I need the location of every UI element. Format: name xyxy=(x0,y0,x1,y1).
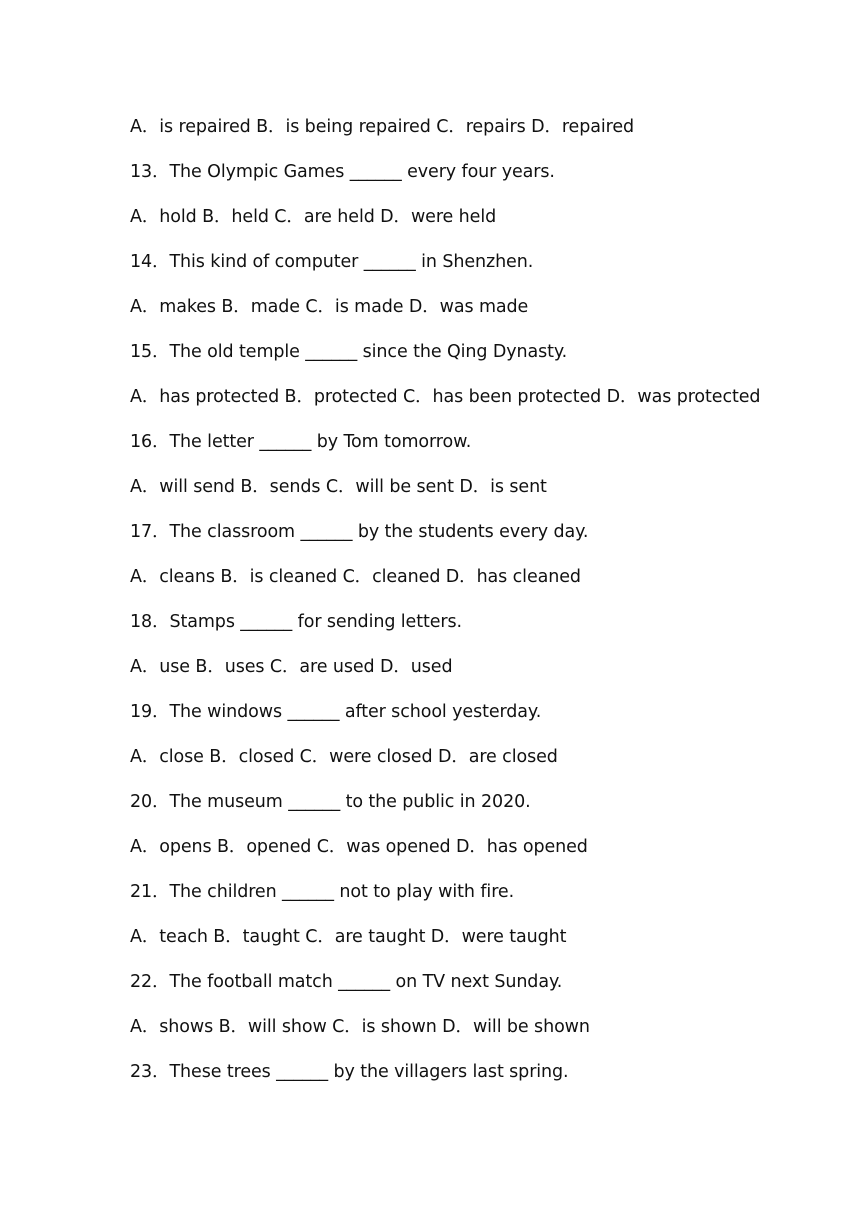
answer-options-14: A．makes B．made C．is made D．was made xyxy=(130,297,529,317)
question-21: 21．The children ______ not to play with fire. xyxy=(130,882,515,902)
answer-options-20: A．opens B．opened C．was opened D．has opened xyxy=(130,837,588,857)
question-19: 19．The windows ______ after school yesterday. xyxy=(130,702,542,722)
answer-options-15: A．has protected B．protected C．has been protected D．was protected xyxy=(130,387,761,407)
question-20: 20．The museum ______ to the public in 2020. xyxy=(130,792,531,812)
question-17: 17．The classroom ______ by the students every day. xyxy=(130,522,589,542)
question-23: 23．These trees ______ by the villagers last spring. xyxy=(130,1062,569,1082)
answer-options-22: A．shows B．will show C．is shown D．will be shown xyxy=(130,1017,590,1037)
question-16: 16．The letter ______ by Tom tomorrow. xyxy=(130,432,472,452)
question-18: 18．Stamps ______ for sending letters. xyxy=(130,612,462,632)
question-13: 13．The Olympic Games ______ every four years. xyxy=(130,162,555,182)
answer-options-19: A．close B．closed C．were closed D．are closed xyxy=(130,747,558,767)
question-list xyxy=(130,113,830,1103)
question-22: 22．The football match ______ on TV next Sunday. xyxy=(130,972,563,992)
answer-options-12: A．is repaired B．is being repaired C．repairs D．repaired xyxy=(130,117,634,137)
answer-options-17: A．cleans B．is cleaned C．cleaned D．has cleaned xyxy=(130,567,581,587)
question-14: 14．This kind of computer ______ in Shenzhen. xyxy=(130,252,534,272)
answer-options-16: A．will send B．sends C．will be sent D．is sent xyxy=(130,477,547,497)
question-15: 15．The old temple ______ since the Qing Dynasty. xyxy=(130,342,568,362)
answer-options-21: A．teach B．taught C．are taught D．were taught xyxy=(130,927,567,947)
answer-options-18: A．use B．uses C．are used D．used xyxy=(130,657,453,677)
answer-options-13: A．hold B．held C．are held D．were held xyxy=(130,207,497,227)
